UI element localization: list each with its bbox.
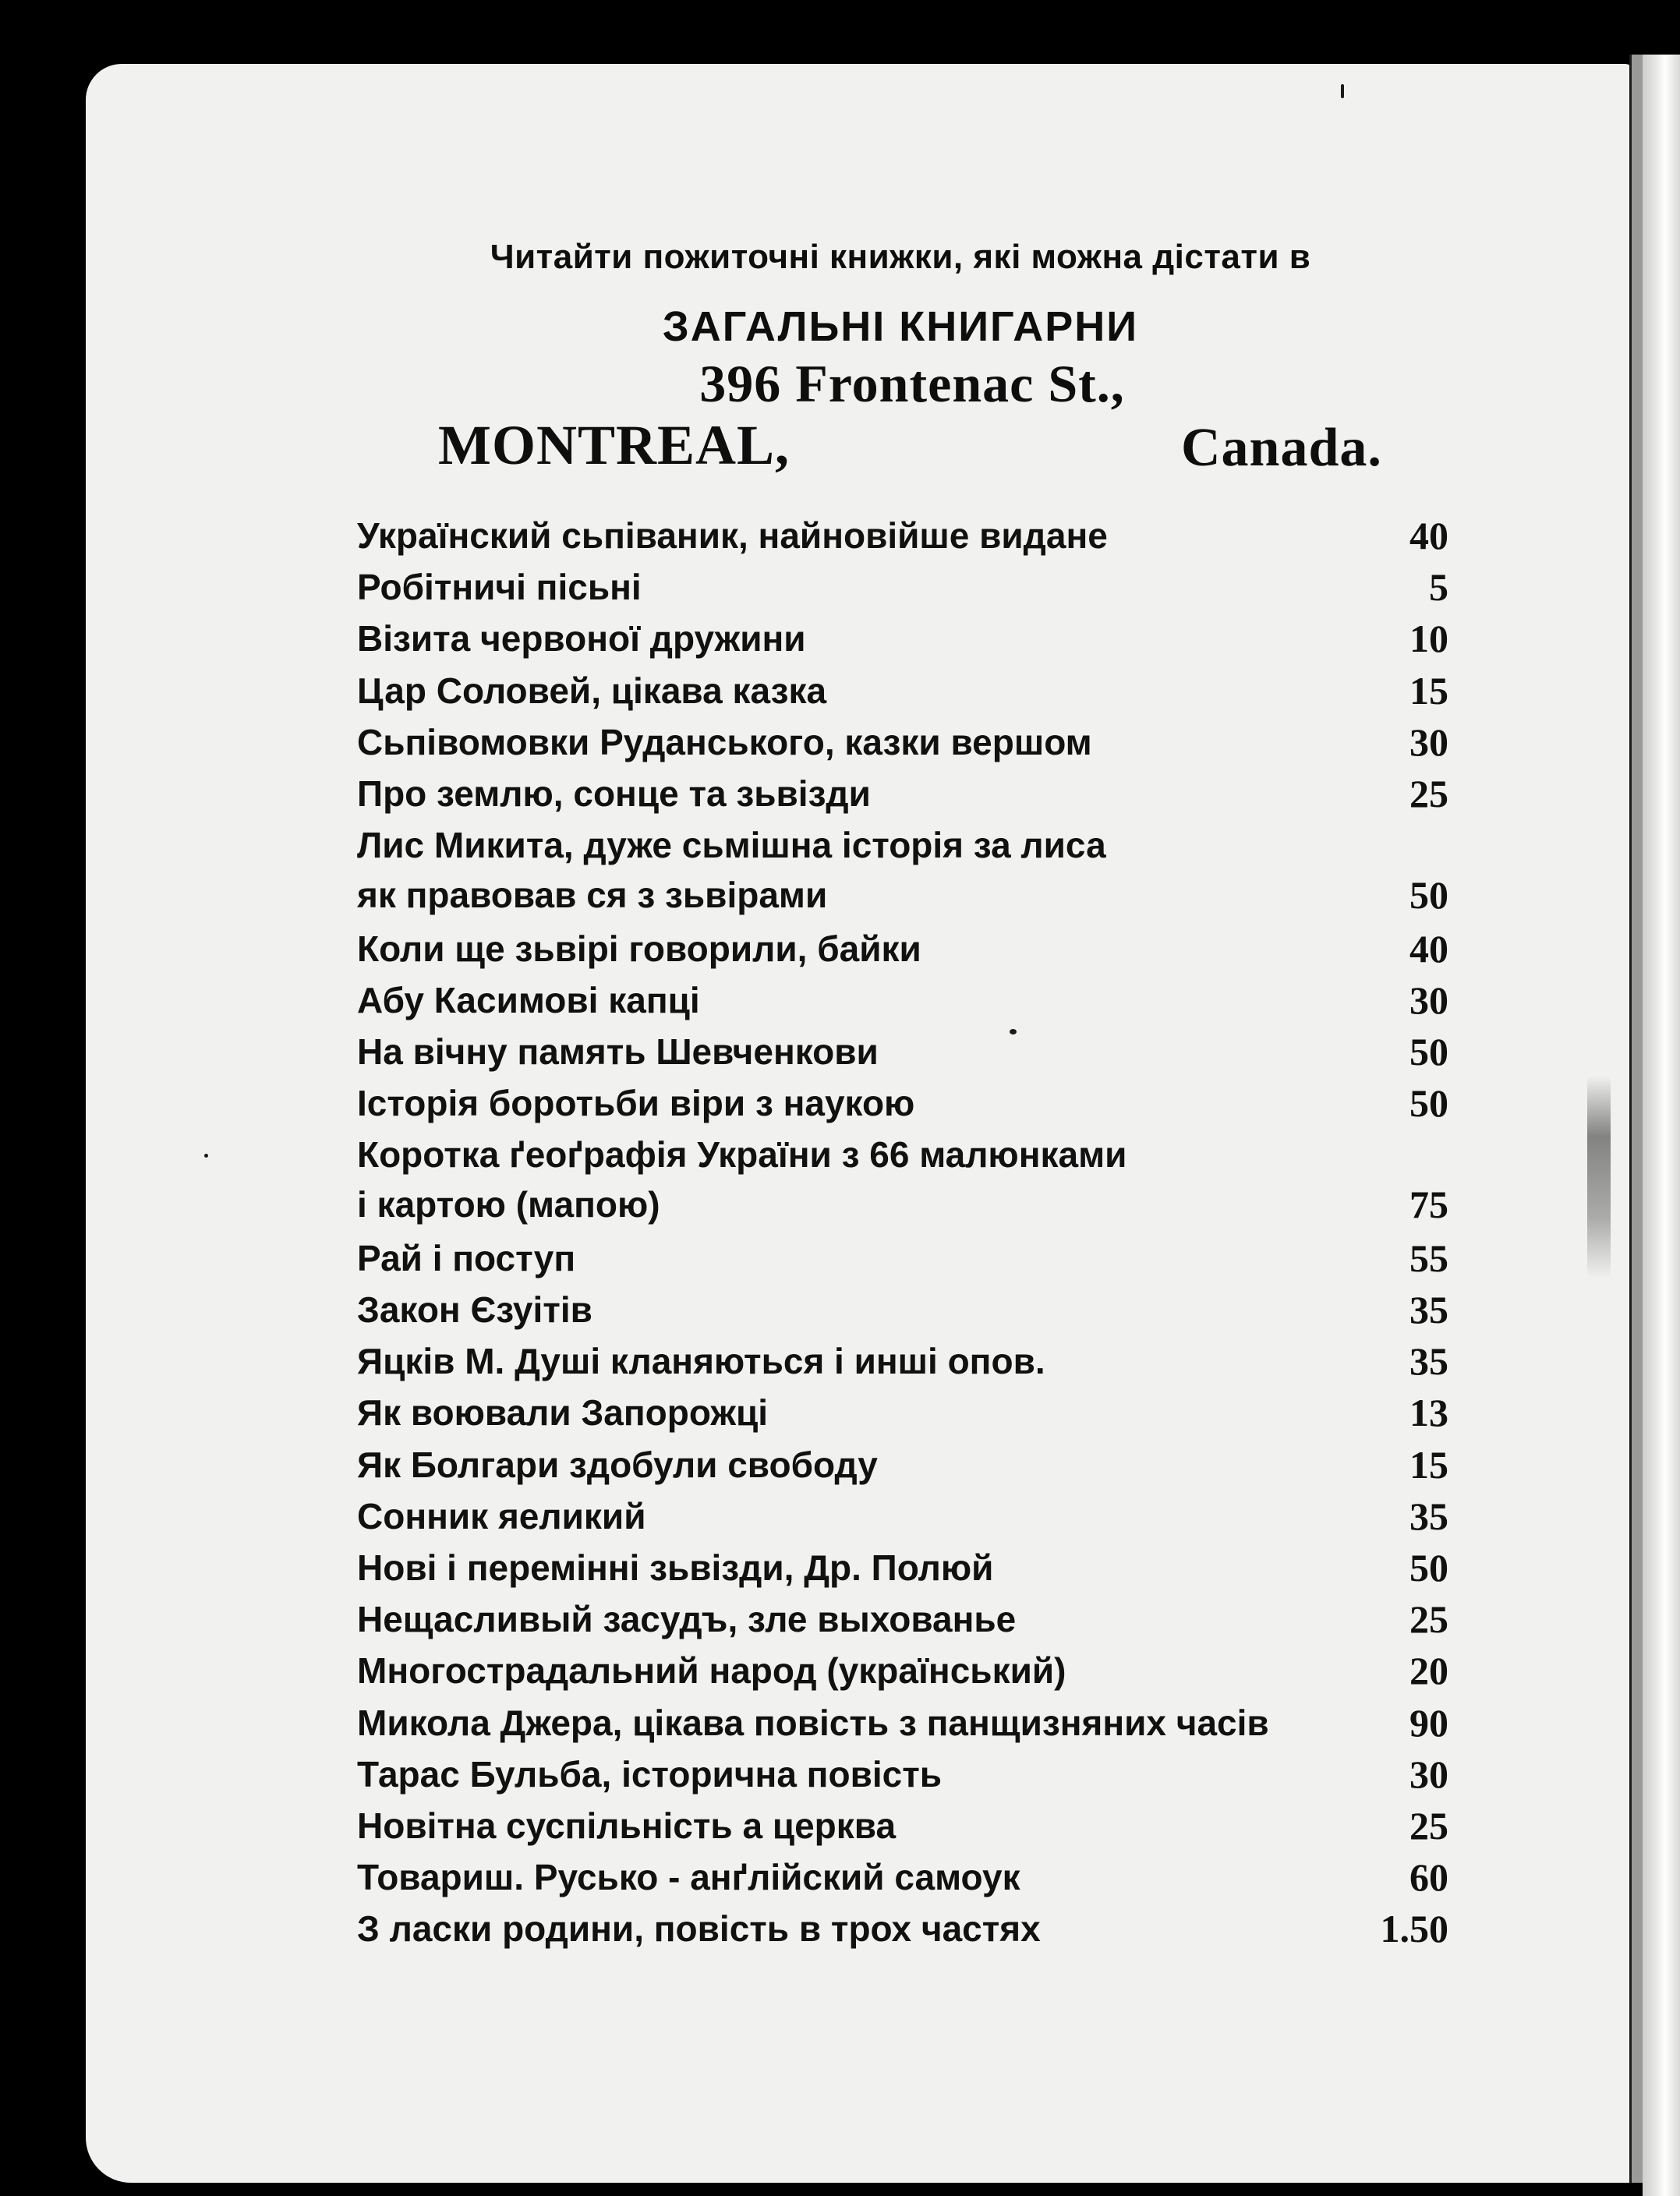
catalog-item-title-line: Яцків М. Душі кланяються і инші опов. — [357, 1341, 1045, 1382]
catalog-item-title — [357, 1233, 575, 1283]
catalog-item-title-line: Лис Микита, дуже сьмішна історія за лиса — [357, 825, 1106, 866]
catalog-item — [357, 1749, 1448, 1799]
catalog-item — [357, 614, 1448, 663]
catalog-item — [357, 1904, 1448, 1954]
catalog-item-title-line: На вічну память Шевченкови — [357, 1031, 879, 1072]
catalog-item-price: 50 — [1409, 1546, 1448, 1590]
catalog-item-title-line: як правовав ся з зьвірами — [357, 875, 828, 916]
catalog-item-price: 15 — [1409, 668, 1448, 713]
catalog-item-price: 25 — [1409, 1597, 1448, 1642]
catalog-item-title — [357, 1336, 1045, 1386]
catalog-item-title-line: Абу Касимові капці — [357, 979, 700, 1020]
catalog-item-price: 50 — [1409, 873, 1448, 918]
catalog-item — [357, 1440, 1448, 1490]
catalog-item-title-line: Як воювали Запорожці — [357, 1392, 769, 1434]
catalog-item-price: 50 — [1409, 1081, 1448, 1126]
catalog-item-price: 60 — [1409, 1855, 1448, 1900]
catalog-item — [357, 924, 1448, 974]
catalog-item-title — [357, 1078, 914, 1128]
catalog-item-price: 30 — [1409, 978, 1448, 1022]
catalog-item — [357, 769, 1448, 819]
catalog-item-title — [357, 1646, 1066, 1696]
catalog-item-title — [357, 1491, 645, 1541]
catalog-item-title — [357, 769, 871, 819]
catalog-item — [357, 1388, 1448, 1437]
catalog-item-title — [357, 1440, 878, 1490]
catalog-item — [357, 1027, 1448, 1077]
catalog-item-title — [357, 666, 826, 716]
catalog-item-title — [357, 1388, 768, 1437]
catalog-item — [357, 1594, 1448, 1644]
header-intro: Читайти пожиточні книжки, які можна дістати в — [490, 238, 1311, 276]
catalog-item — [357, 1285, 1448, 1335]
catalog-item-title-line: Коли ще зьвірі говорили, байки — [357, 928, 921, 969]
catalog-item-price: 35 — [1409, 1339, 1448, 1384]
catalog-item-title — [357, 924, 921, 974]
catalog-item — [357, 1801, 1448, 1851]
catalog-item-price: 75 — [1409, 1183, 1448, 1227]
catalog-item-title — [357, 820, 1106, 920]
catalog-item-title-line: Візита червоної дружини — [357, 618, 806, 660]
catalog-item-title — [357, 1904, 1041, 1954]
catalog-item — [357, 1491, 1448, 1541]
catalog-item — [357, 511, 1448, 560]
catalog-item-price: 25 — [1409, 1804, 1448, 1848]
catalog-item-title-line: Закон Єзуітів — [357, 1289, 592, 1330]
print-speck — [1010, 1029, 1017, 1034]
catalog-item-price: 25 — [1409, 772, 1448, 815]
catalog-item-title — [357, 1594, 1016, 1644]
catalog-item-title-line: Микола Джера, цікава повість з панщизняних часів — [357, 1702, 1269, 1743]
catalog-item — [357, 562, 1448, 612]
catalog-item-title — [357, 1852, 1020, 1902]
catalog-item-title-line: Товариш. Русько - анґлійский самоук — [357, 1857, 1020, 1898]
print-speck — [204, 1154, 208, 1158]
catalog-item — [357, 1233, 1448, 1283]
catalog-item-title-line: Про землю, сонце та зьвізди — [357, 773, 871, 814]
catalog-item-title — [357, 562, 642, 612]
catalog-item-price: 10 — [1409, 617, 1448, 661]
catalog-item-title-line: і картою (мапою) — [357, 1184, 660, 1225]
catalog-item-title — [357, 975, 700, 1025]
catalog-item-price: 13 — [1409, 1391, 1448, 1435]
catalog-item-title — [357, 1285, 592, 1335]
print-speck — [1341, 84, 1344, 98]
catalog-item-title-line: Сонник яеликий — [357, 1495, 646, 1536]
catalog-item-title — [357, 1027, 879, 1077]
catalog-item-title — [357, 511, 1108, 560]
catalog-item-price: 30 — [1409, 720, 1448, 764]
catalog-item-title-line: Українский сьпіваник, найновійше видане — [357, 515, 1108, 556]
catalog-item — [357, 1130, 1448, 1229]
catalog-item-title-line: Многострадальний народ (український) — [357, 1650, 1066, 1692]
catalog-item-title-line: Рай і поступ — [357, 1237, 576, 1278]
catalog-item — [357, 1646, 1448, 1696]
catalog-item-price: 55 — [1409, 1236, 1448, 1280]
catalog-item-price: 30 — [1409, 1752, 1448, 1796]
catalog-item-price: 90 — [1409, 1700, 1448, 1745]
catalog-item — [357, 666, 1448, 716]
catalog-item-title-line: Сьпівомовки Руданського, казки вершом — [357, 721, 1092, 762]
catalog-item-price: 50 — [1409, 1030, 1448, 1073]
catalog-item — [357, 1336, 1448, 1386]
catalog-item-title — [357, 614, 806, 663]
catalog-item-title — [357, 1130, 1126, 1229]
bookstore-city: MONTREAL, — [438, 414, 790, 476]
catalog-item-title — [357, 1698, 1269, 1748]
catalog-item-title — [357, 717, 1092, 767]
catalog-item-title-line: Коротка ґеоґрафія України з 66 малюнками — [357, 1134, 1127, 1176]
bookstore-country: Canada. — [1181, 418, 1382, 478]
catalog-item-price: 5 — [1429, 565, 1448, 610]
catalog-item-price: 40 — [1409, 926, 1448, 971]
catalog-item-title-line: Історія боротьби віри з наукою — [357, 1083, 915, 1124]
bookstore-name: ЗАГАЛЬНІ КНИГАРНИ — [662, 303, 1139, 350]
catalog-item-price: 35 — [1409, 1494, 1448, 1538]
catalog-item-title-line: Нові і перемінні зьвізди, Др. Полюй — [357, 1547, 994, 1588]
catalog-item-title-line: Тарас Бульба, історична повість — [357, 1753, 943, 1795]
catalog-item-title — [357, 1801, 896, 1851]
catalog-item — [357, 975, 1448, 1025]
catalog-item — [357, 717, 1448, 767]
catalog-item-price: 35 — [1409, 1288, 1448, 1331]
catalog-item-price: 1.50 — [1380, 1907, 1448, 1951]
bookstore-address: 396 Frontenac St., — [699, 354, 1125, 413]
catalog-item-price: 15 — [1409, 1442, 1448, 1487]
catalog-item-title-line: Новітна суспільність а церква — [357, 1805, 897, 1846]
catalog-item-title-line: Робітничі пісьні — [357, 567, 642, 608]
catalog-item — [357, 1543, 1448, 1593]
catalog-item-title-line: З ласки родини, повість в трох частях — [357, 1908, 1041, 1950]
catalog-item — [357, 820, 1448, 920]
catalog-item-title-line: Нещасливый засудъ, зле выхованье — [357, 1599, 1017, 1640]
catalog-item — [357, 1852, 1448, 1902]
catalog-item — [357, 1698, 1448, 1748]
catalog-item-price: 20 — [1409, 1649, 1448, 1693]
catalog-item-title-line: Як Болгари здобули свободу — [357, 1444, 878, 1485]
catalog-item-title-line: Цар Соловей, цікава казка — [357, 670, 827, 711]
catalog-item-title — [357, 1543, 993, 1593]
catalog-item — [357, 1078, 1448, 1128]
catalog-item-price: 40 — [1409, 514, 1448, 557]
catalog-item-title — [357, 1749, 942, 1799]
